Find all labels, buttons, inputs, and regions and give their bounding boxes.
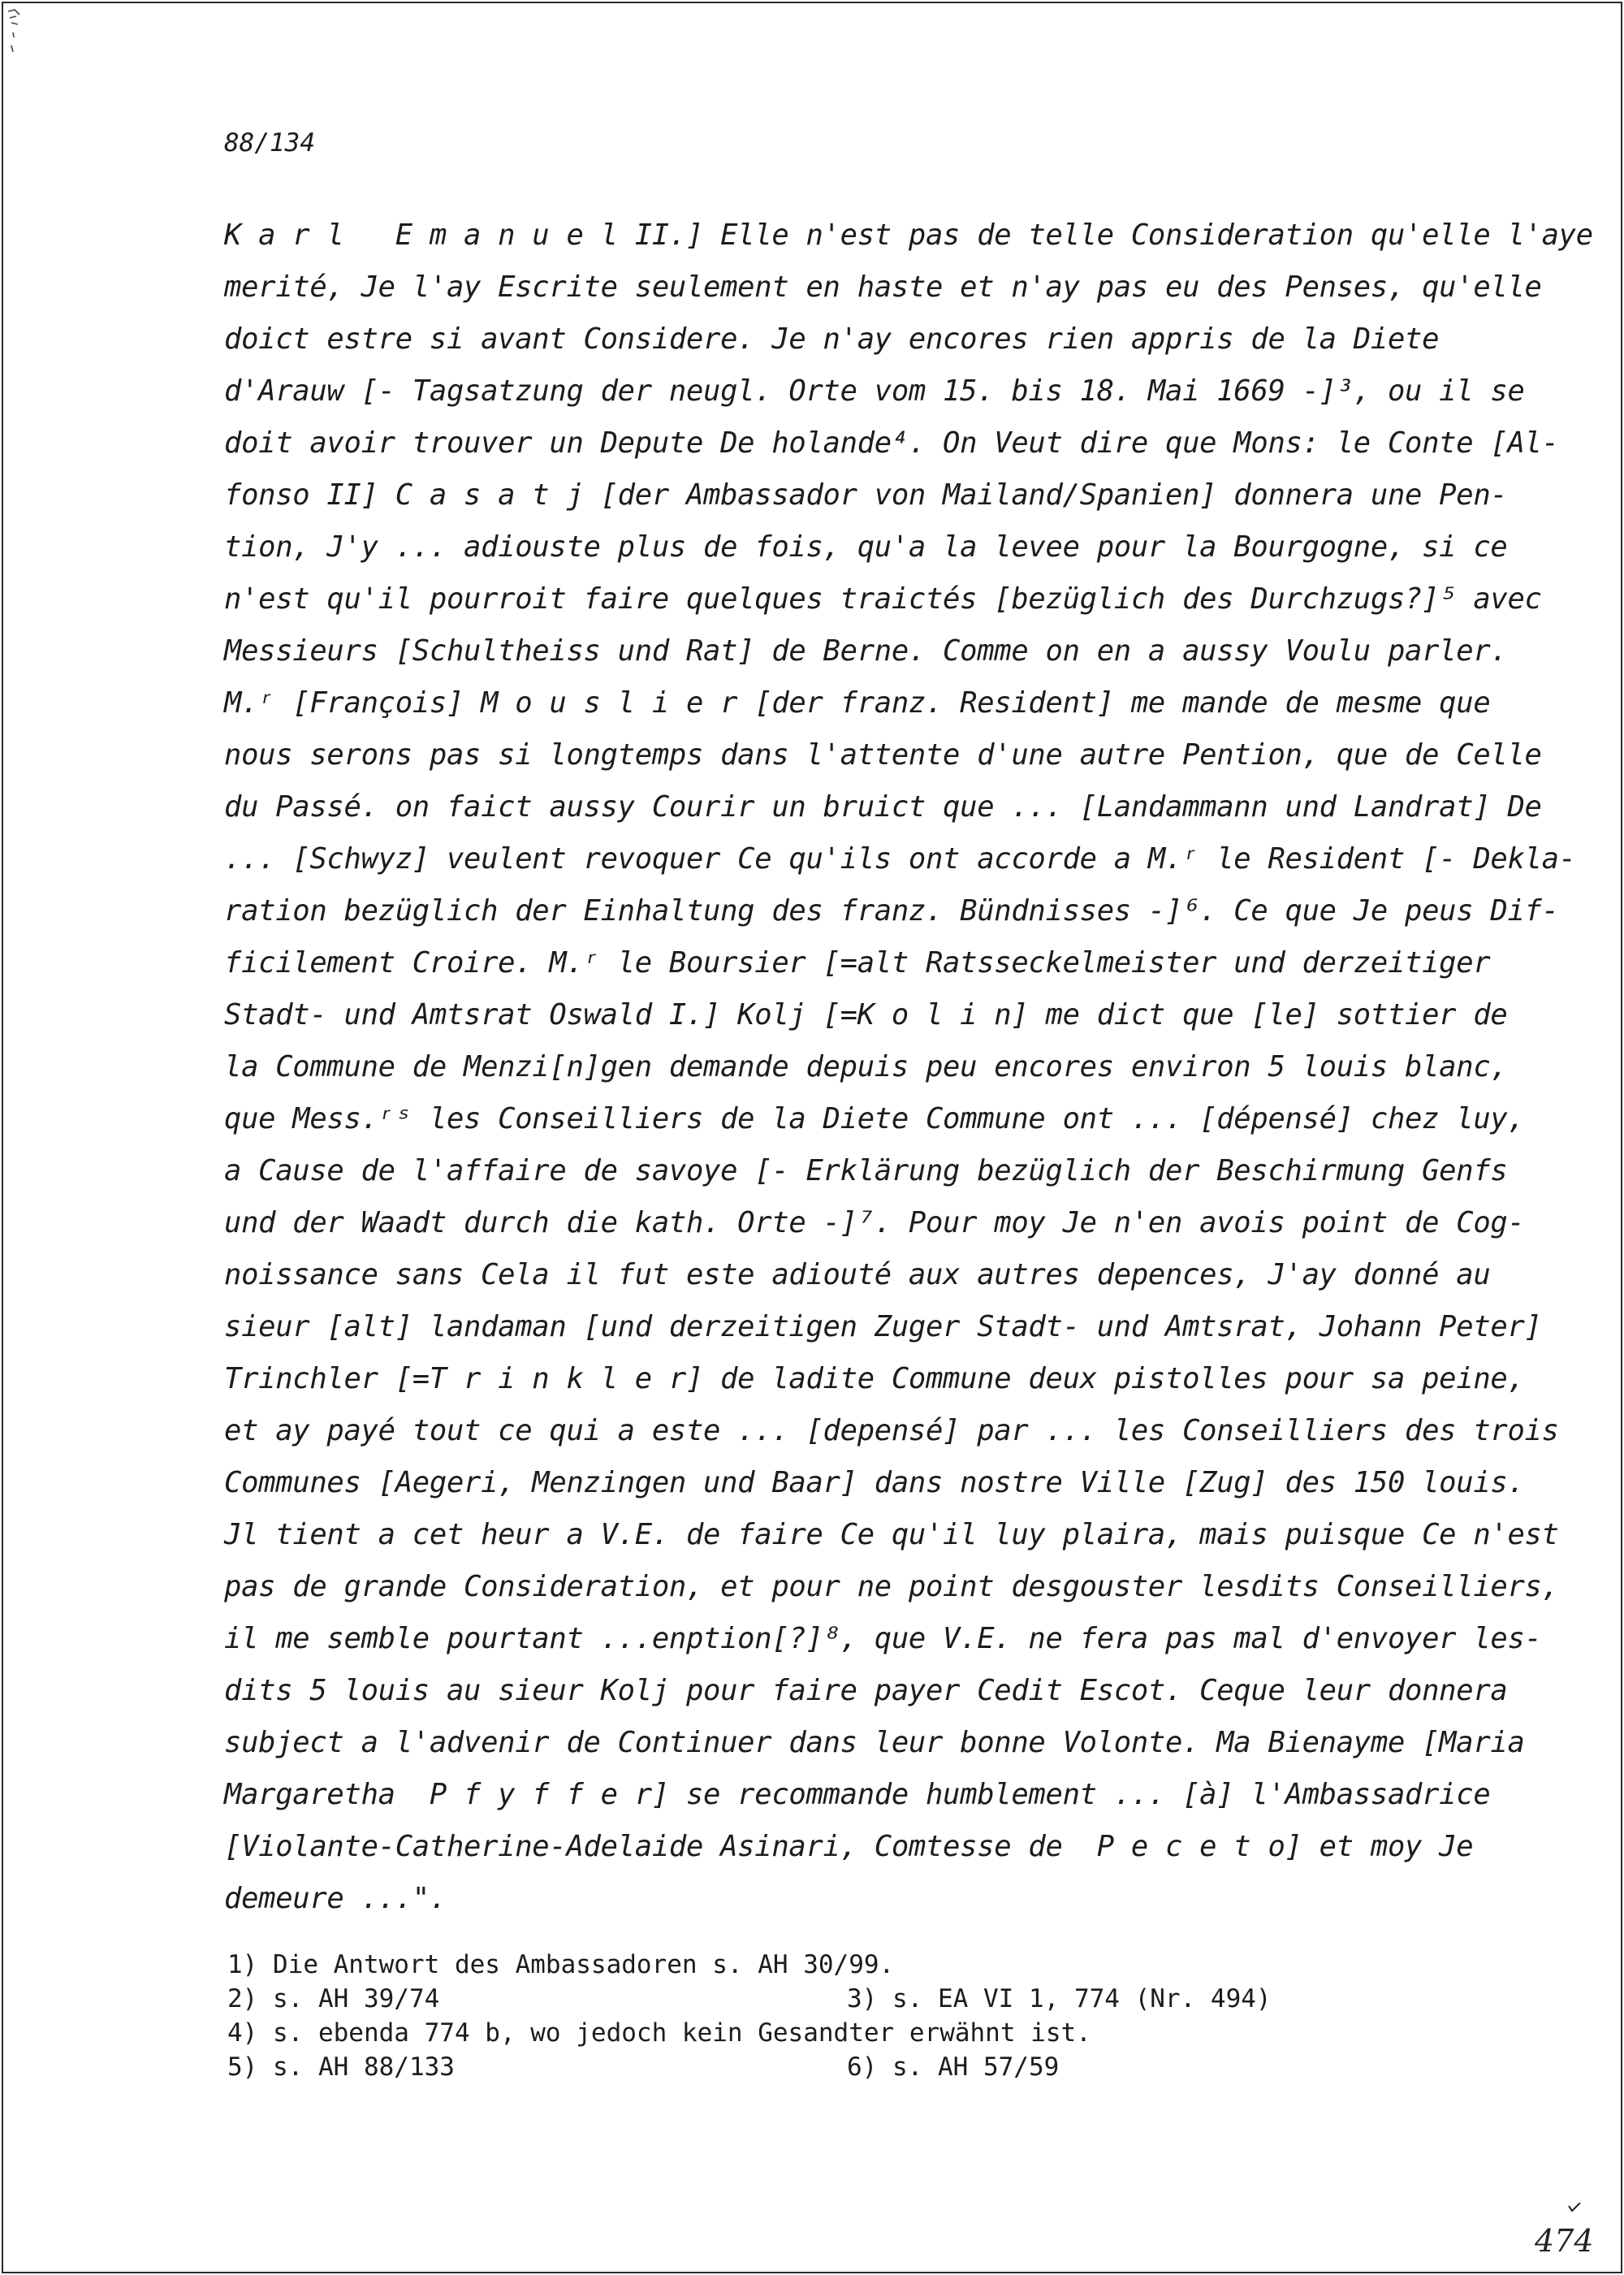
text-line: que Mess.ʳˢ les Conseilliers de la Diete Commune ont ... [dépensé] chez luy, (224, 1102, 1525, 1135)
footnotes (227, 1948, 1527, 2084)
text-line: und der Waadt durch die kath. Orte -]⁷. Pour moy Je n'en avois point de Cog- (224, 1206, 1525, 1239)
footnote-left: 2) s. AH 39/74 (227, 1984, 440, 2013)
footnote-right: 3) s. EA VI 1, 774 (Nr. 494) (847, 1984, 1272, 2013)
text-line: merité, Je l'ay Escrite seulement en haste et n'ay pas eu des Penses, qu'elle (224, 270, 1542, 304)
text-line: tion, J'y ... adiouste plus de fois, qu'a la levee pour la Bourgogne, si ce (224, 530, 1508, 564)
text-line: Margaretha P f y f f e r] se recommande humblement ... [à] l'Ambassadrice (224, 1778, 1491, 1811)
footnote-row (227, 1982, 1527, 2016)
text-line: [Violante-Catherine-Adelaide Asinari, Comtesse de P e c e t o] et moy Je (224, 1830, 1474, 1863)
text-line: et ay payé tout ce qui a este ... [depensé] par ... les Conseilliers des trois (224, 1414, 1559, 1447)
text-line: Communes [Aegeri, Menzingen und Baar] dans nostre Ville [Zug] des 150 louis. (224, 1466, 1525, 1499)
text-line: Stadt- und Amtsrat Oswald I.] Kolj [=K o l i n] me dict que [le] sottier de (224, 998, 1508, 1032)
handwritten-number-text: 474 (1535, 2223, 1594, 2259)
text-line: doict estre si avant Considere. Je n'ay encores rien appris de la Diete (224, 322, 1440, 356)
scan-corner-marks (6, 5, 39, 62)
text-line: subject a l'advenir de Continuer dans leur bonne Volonte. Ma Bienayme [Maria (224, 1726, 1525, 1759)
text-line: sieur [alt] landaman [und derzeitigen Zuger Stadt- und Amtsrat, Johann Peter] (224, 1310, 1542, 1343)
footnote-right: 6) s. AH 57/59 (847, 2052, 1060, 2082)
text-line: Trinchler [=T r i n k l e r] de ladite Commune deux pistolles pour sa peine, (224, 1362, 1525, 1395)
text-line: nous serons pas si longtemps dans l'attente d'une autre Pention, que de Celle (224, 738, 1542, 772)
text-line: pas de grande Consideration, et pour ne point desgouster lesdits Conseilliers, (224, 1570, 1559, 1603)
footnote-row (227, 1948, 1527, 1982)
text-line: fonso II] C a s a t j [der Ambassador von Mailand/Spanien] donnera une Pen- (224, 478, 1508, 512)
text-line: a Cause de l'affaire de savoye [- Erklärung bezüglich der Beschirmung Genfs (224, 1154, 1508, 1187)
footnote-row (227, 2050, 1527, 2084)
text-line: K a r l E m a n u e l II.] Elle n'est pas de telle Consideration qu'elle l'aye (224, 218, 1593, 252)
text-line: Messieurs [Schultheiss und Rat] de Berne. Comme on en a aussy Voulu parler. (224, 634, 1508, 668)
text-line: doit avoir trouver un Depute De holande⁴. On Veut dire que Mons: le Conte [Al- (224, 426, 1559, 460)
text-line: M.ʳ [François] M o u s l i e r [der franz. Resident] me mande de mesme que (224, 686, 1491, 720)
text-line: n'est qu'il pourroit faire quelques traictés [bezüglich des Durchzugs?]⁵ avec (224, 582, 1542, 616)
letter-text (224, 210, 1605, 1925)
text-line: ration bezüglich der Einhaltung des franz. Bündnisses -]⁶. Ce que Je peus Dif- (224, 894, 1559, 928)
footnote-left: 1) Die Antwort des Ambassadoren s. AH 30/99. (227, 1950, 895, 1979)
text-line: demeure ...". (224, 1882, 447, 1915)
text-line: d'Arauw [- Tagsatzung der neugl. Orte vom 15. bis 18. Mai 1669 -]³, ou il se (224, 374, 1525, 408)
text-line: Jl tient a cet heur a V.E. de faire Ce qu'il luy plaira, mais puisque Ce n'est (224, 1518, 1559, 1551)
text-line: ficilement Croire. M.ʳ le Boursier [=alt Ratsseckelmeister und derzeitiger (224, 946, 1491, 980)
footnote-left: 5) s. AH 88/133 (227, 2052, 455, 2082)
handwritten-folio-number (1533, 2203, 1598, 2260)
text-line: du Passé. on faict aussy Courir un bruict que ... [Landammann und Landrat] De (224, 790, 1542, 824)
text-line: dits 5 louis au sieur Kolj pour faire payer Cedit Escot. Ceque leur donnera (224, 1674, 1508, 1707)
text-line: la Commune de Menzi[n]gen demande depuis peu encores environ 5 louis blanc, (224, 1050, 1508, 1083)
footnote-row (227, 2016, 1527, 2050)
text-line: ... [Schwyz] veulent revoquer Ce qu'ils ont accorde a M.ʳ le Resident [- Dekla- (224, 842, 1576, 876)
page-reference: 88/134 (224, 128, 315, 158)
footnote-left: 4) s. ebenda 774 b, wo jedoch kein Gesandter erwähnt ist. (227, 2018, 1091, 2048)
text-line: il me semble pourtant ...enption[?]⁸, que V.E. ne fera pas mal d'envoyer les- (224, 1622, 1542, 1655)
text-line: noissance sans Cela il fut este adiouté aux autres depences, J'ay donné au (224, 1258, 1491, 1291)
